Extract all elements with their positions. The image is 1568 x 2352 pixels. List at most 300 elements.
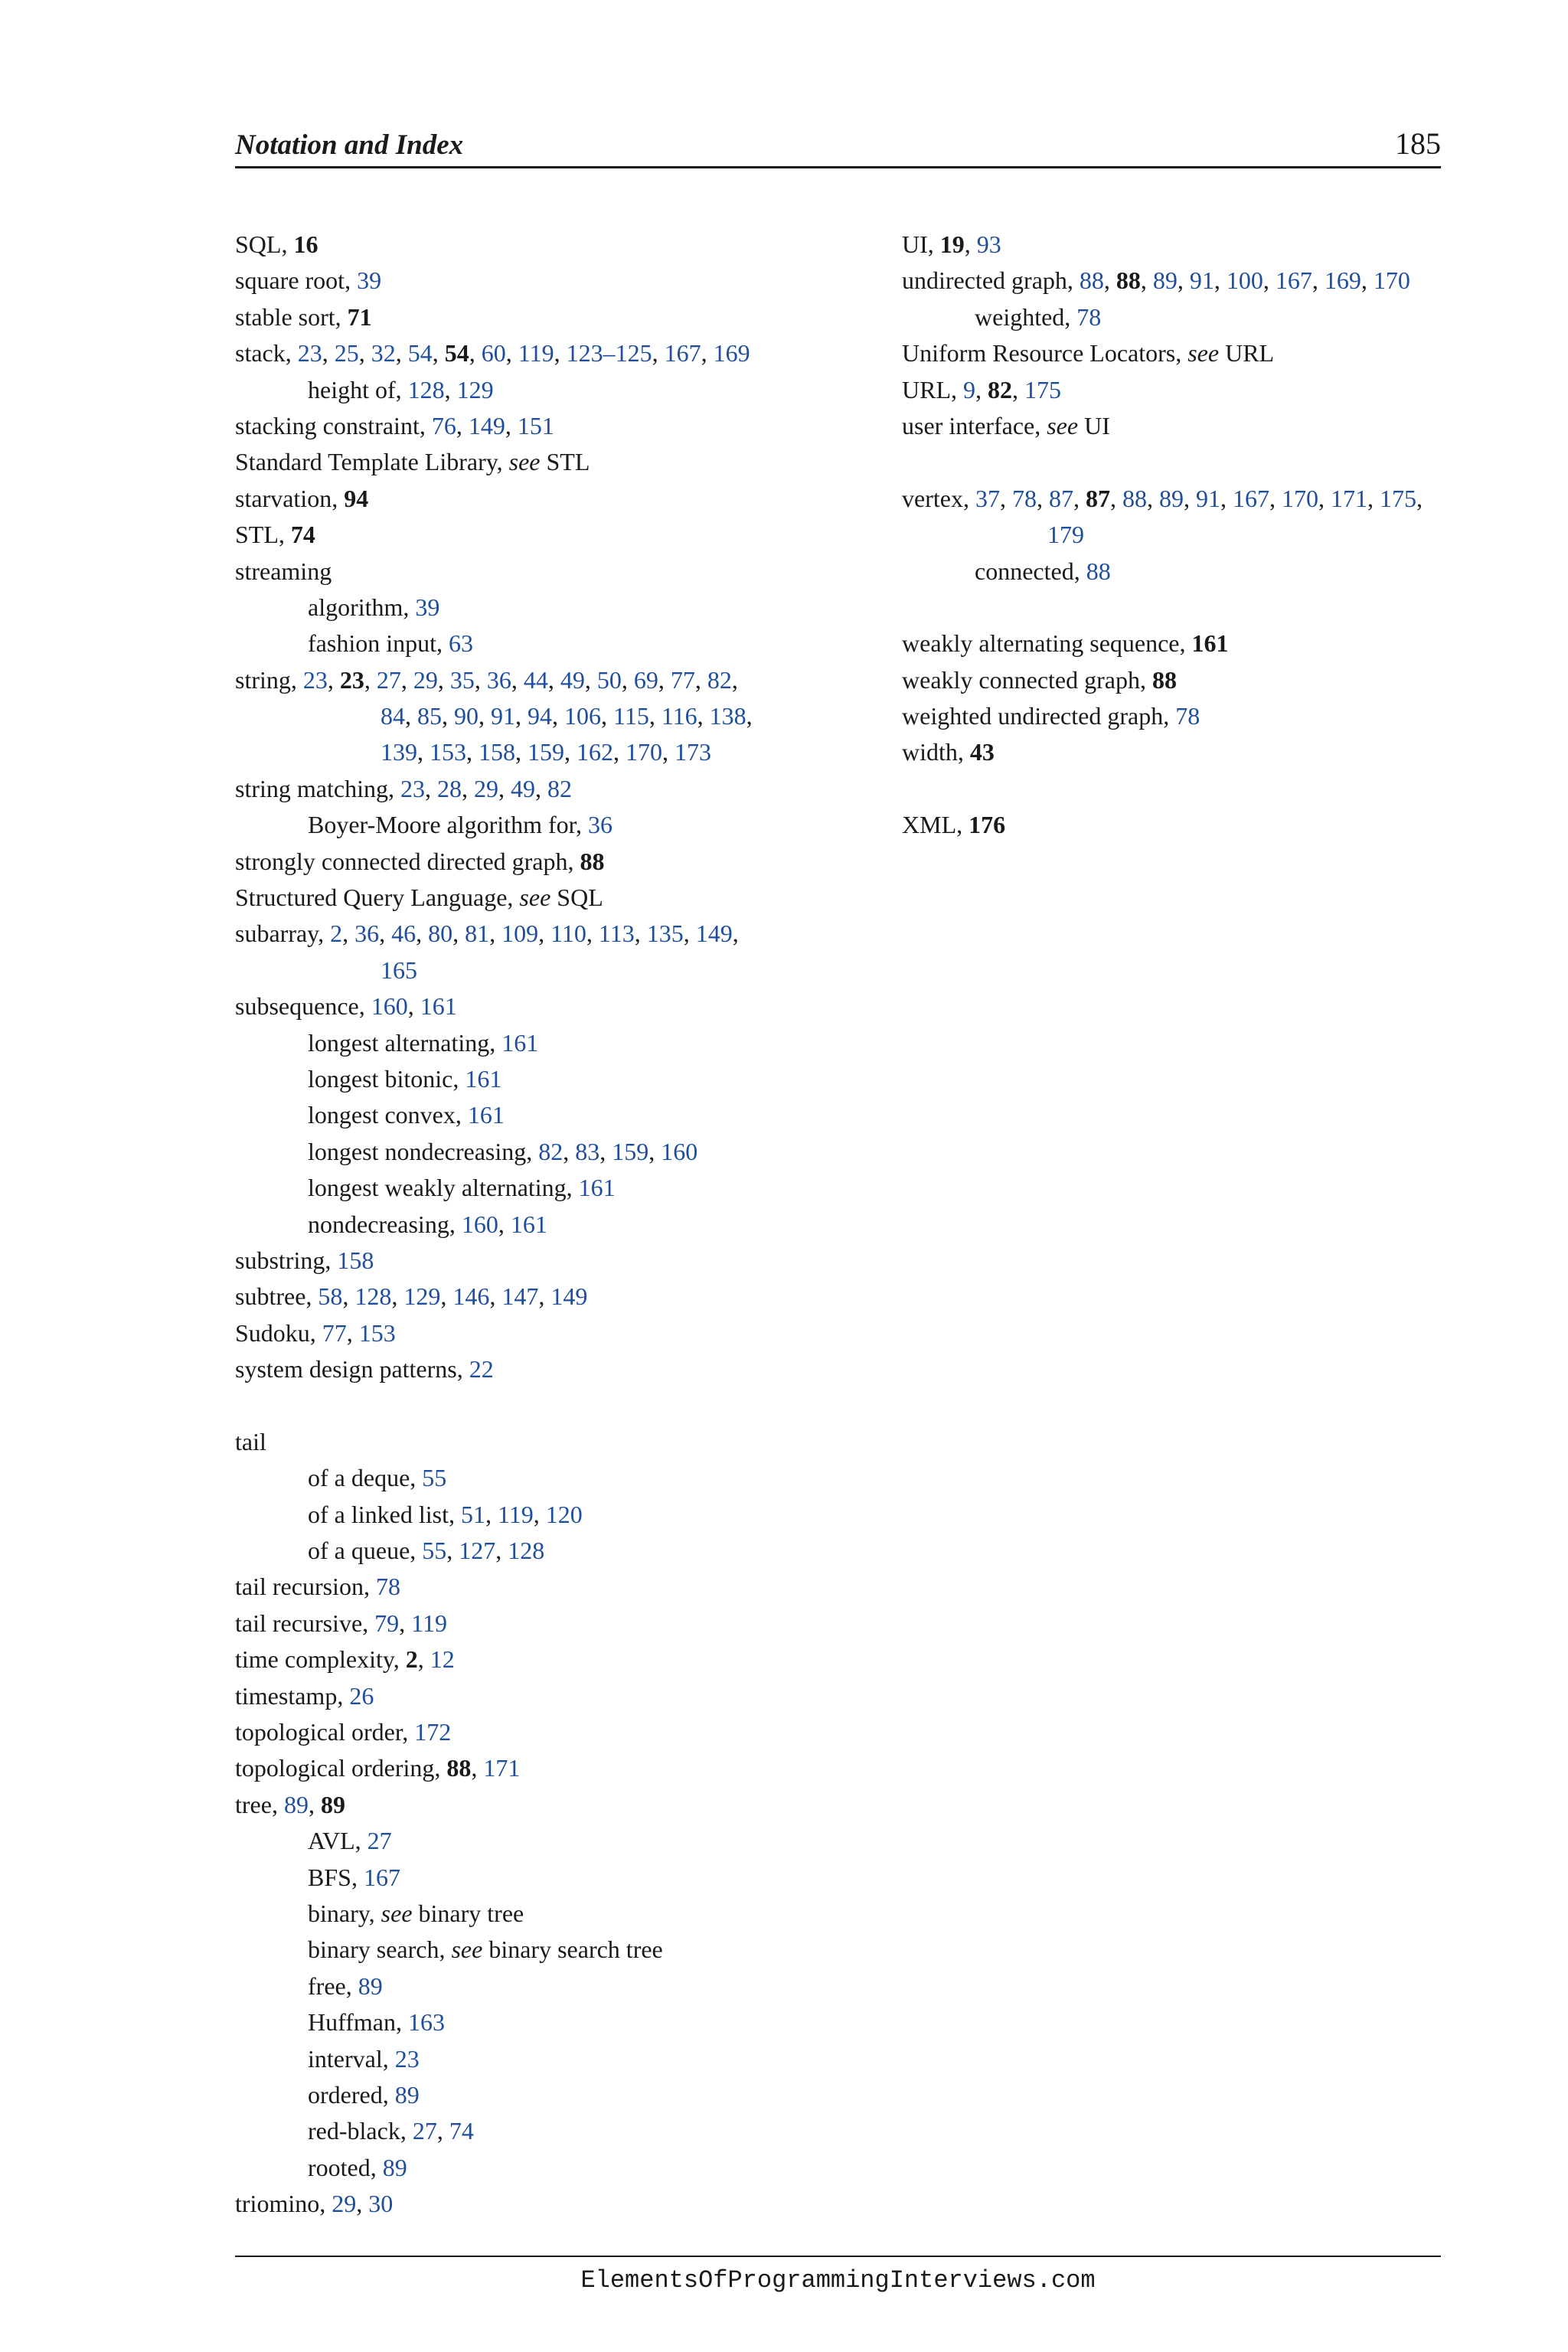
entry-text: , [495, 1537, 508, 1565]
page-reference-link[interactable]: 23 [302, 665, 328, 694]
page-reference-link[interactable]: 167 [664, 339, 701, 368]
page-reference-link[interactable]: 88 [1086, 557, 1111, 585]
page-reference-link[interactable]: 69 [633, 665, 658, 694]
index-subentry [235, 2041, 802, 2077]
page-reference-link[interactable]: 49 [510, 774, 535, 802]
definition-page-number: 176 [969, 811, 1006, 839]
page-reference-link[interactable]: 55 [422, 1464, 447, 1492]
page-reference-link[interactable]: 139 [381, 738, 417, 766]
entry-text: stack, [235, 339, 298, 368]
entry-text: , [1214, 266, 1227, 295]
see-reference: see [519, 884, 551, 912]
entry-text: , [1146, 484, 1159, 512]
entry-text: tail recursion, [235, 1573, 376, 1601]
page-reference-link[interactable]: 74 [449, 2117, 474, 2145]
page-reference-link[interactable]: 12 [430, 1645, 455, 1674]
page-reference-link[interactable]: 123–125 [566, 339, 652, 368]
page-reference-link[interactable]: 91 [1189, 266, 1214, 295]
page-reference-link[interactable]: 93 [976, 230, 1001, 258]
entry-text: UI [1078, 411, 1110, 439]
page-reference-link[interactable]: 30 [368, 2190, 394, 2218]
entry-text: STL [540, 448, 590, 476]
entry-text: time complexity, [235, 1645, 406, 1674]
page-reference-link[interactable]: 27 [412, 2117, 437, 2145]
index-entry [235, 1279, 802, 1315]
page-reference-link[interactable]: 85 [417, 702, 442, 730]
page-reference-link[interactable]: 84 [381, 702, 405, 730]
page-reference-link[interactable]: 165 [381, 956, 417, 984]
index-subentry [235, 1097, 802, 1133]
entry-text: , [1312, 266, 1325, 295]
entry-text: ordered, [308, 2080, 395, 2109]
page-reference-link[interactable]: 78 [1011, 484, 1037, 512]
entry-text: , [1183, 484, 1196, 512]
definition-page-number: 43 [969, 738, 995, 766]
entry-text: , [652, 339, 665, 368]
page-reference-link[interactable]: 119 [518, 339, 554, 368]
page-reference-link[interactable]: 83 [575, 1137, 600, 1165]
entry-text: binary tree [412, 1899, 524, 1927]
page-reference-link[interactable]: 127 [459, 1537, 496, 1565]
page-reference-link[interactable]: 135 [646, 920, 684, 948]
page-reference-link[interactable]: 128 [354, 1282, 392, 1311]
page-reference-link[interactable]: 161 [578, 1174, 616, 1202]
index-entry [235, 1606, 802, 1642]
entry-text: string matching, [235, 774, 400, 802]
index-entry [235, 1678, 802, 1714]
page-reference-link[interactable]: 160 [461, 1210, 498, 1238]
page-reference-link[interactable]: 160 [371, 992, 408, 1021]
page-reference-link[interactable]: 116 [661, 702, 697, 730]
entry-text: user interface, [902, 411, 1047, 439]
page-reference-link[interactable]: 77 [322, 1318, 347, 1347]
page-reference-link[interactable]: 170 [626, 738, 662, 766]
entry-text: , [731, 665, 738, 694]
page-reference-link[interactable]: 169 [1324, 266, 1361, 295]
index-subentry [235, 2004, 802, 2040]
entry-text: , [452, 920, 466, 948]
page-reference-link[interactable]: 172 [414, 1718, 452, 1746]
index-entry [902, 807, 1453, 843]
entry-text: red-black, [308, 2117, 413, 2145]
entry-text: , [662, 738, 675, 766]
entry-text: , [417, 738, 430, 766]
page-reference-link[interactable]: 106 [564, 702, 601, 730]
entry-text: tail recursive, [235, 1609, 375, 1637]
entry-text: , [437, 665, 450, 694]
entry-text: substring, [235, 1246, 338, 1274]
page-reference-link[interactable]: 23 [394, 2044, 420, 2073]
index-letter-gap [902, 444, 1453, 480]
entry-text: , [342, 1282, 355, 1311]
index-letter-gap [235, 1388, 802, 1424]
page-reference-link[interactable]: 36 [486, 665, 511, 694]
page-reference-link[interactable]: 94 [528, 702, 552, 730]
entry-text: , [446, 1537, 459, 1565]
index-entry [235, 1750, 802, 1786]
entry-text: string, [235, 665, 303, 694]
page-reference-link[interactable]: 128 [407, 375, 445, 403]
page-reference-link[interactable]: 82 [707, 665, 732, 694]
page-reference-link[interactable]: 44 [523, 665, 548, 694]
page-reference-link[interactable]: 79 [374, 1609, 400, 1637]
page-reference-link[interactable]: 89 [1158, 484, 1184, 512]
page-reference-link[interactable]: 167 [1232, 484, 1269, 512]
page-reference-link[interactable]: 163 [407, 2008, 445, 2037]
entry-text: , [391, 1282, 404, 1311]
entry-text: URL, [902, 375, 963, 403]
page-reference-link[interactable]: 81 [465, 920, 490, 948]
definition-page-number: 23 [339, 665, 364, 694]
page-reference-link[interactable]: 120 [545, 1500, 583, 1528]
page-reference-link[interactable]: 167 [1275, 266, 1312, 295]
page-reference-link[interactable]: 51 [460, 1500, 485, 1528]
page-reference-link[interactable]: 25 [334, 339, 359, 368]
index-entry [235, 1243, 802, 1279]
index-entry [902, 372, 1453, 408]
index-subentry [235, 1932, 802, 1968]
see-reference: see [381, 1899, 413, 1927]
page-reference-link[interactable]: 161 [467, 1101, 505, 1129]
entry-text: , [416, 920, 429, 948]
entry-text: , [538, 1282, 551, 1311]
page-reference-link[interactable]: 27 [376, 665, 401, 694]
page-reference-link[interactable]: 100 [1226, 266, 1263, 295]
page-reference-link[interactable]: 149 [468, 411, 505, 439]
page-reference-link[interactable]: 82 [538, 1137, 564, 1165]
page-reference-link[interactable]: 115 [613, 702, 649, 730]
entry-text: free, [308, 1971, 358, 2000]
page-reference-link[interactable]: 78 [1175, 702, 1200, 730]
page-reference-link[interactable]: 29 [473, 774, 498, 802]
entry-text: stable sort, [235, 302, 348, 331]
entry-text: of a deque, [308, 1464, 423, 1492]
index-entry [235, 1642, 802, 1677]
page-reference-link[interactable]: 151 [517, 411, 554, 439]
entry-text: , [379, 920, 392, 948]
index-subentry [902, 554, 1453, 590]
page-reference-link[interactable]: 110 [550, 920, 586, 948]
index-continuation [235, 698, 802, 734]
page-reference-link[interactable]: 160 [661, 1137, 698, 1165]
entry-text: , [634, 920, 647, 948]
page-reference-link[interactable]: 175 [1379, 484, 1416, 512]
entry-text: , [694, 665, 707, 694]
index-entry [235, 1351, 802, 1387]
page-reference-link[interactable]: 159 [612, 1137, 649, 1165]
entry-text: , [534, 774, 547, 802]
entry-text: , [405, 702, 417, 730]
definition-page-number: 74 [290, 521, 315, 549]
index-entry [902, 263, 1453, 299]
page-reference-link[interactable]: 170 [1281, 484, 1318, 512]
page-reference-link[interactable]: 119 [497, 1500, 534, 1528]
entry-text: binary search, [308, 1936, 452, 1964]
index-subentry [235, 1170, 802, 1206]
entry-text: , [648, 1137, 662, 1165]
page-reference-link[interactable]: 80 [428, 920, 453, 948]
index-entry [235, 2186, 802, 2222]
index-entry [235, 263, 802, 299]
entry-text: , [515, 738, 528, 766]
page-reference-link[interactable]: 162 [577, 738, 613, 766]
page-reference-link[interactable]: 89 [283, 1790, 309, 1818]
entry-text: , [489, 1282, 502, 1311]
page-reference-link[interactable]: 50 [596, 665, 622, 694]
definition-page-number: 19 [939, 230, 965, 258]
page-reference-link[interactable]: 158 [337, 1246, 374, 1274]
page-reference-link[interactable]: 153 [358, 1318, 396, 1347]
entry-text: , [356, 2190, 369, 2218]
page-reference-link[interactable]: 29 [413, 665, 438, 694]
entry-text: tail [235, 1427, 266, 1455]
index-letter-gap [902, 771, 1453, 807]
entry-text: AVL, [308, 1827, 368, 1855]
entry-text: , [563, 1137, 576, 1165]
definition-page-number: 2 [405, 1645, 418, 1674]
page-reference-link[interactable]: 49 [560, 665, 585, 694]
entry-text: , [515, 702, 528, 730]
page-reference-link[interactable]: 35 [449, 665, 475, 694]
entry-text: , [364, 665, 377, 694]
page-reference-link[interactable]: 36 [354, 920, 380, 948]
index-subentry [235, 2113, 802, 2149]
entry-text: , [1318, 484, 1331, 512]
entry-text: , [466, 738, 479, 766]
definition-page-number: 54 [444, 339, 469, 368]
entry-text: algorithm, [308, 593, 416, 621]
entry-text: , [444, 375, 457, 403]
entry-text: weighted, [975, 302, 1077, 331]
entry-text: , [489, 920, 502, 948]
index-subentry [235, 372, 802, 408]
entry-text: , [601, 702, 613, 730]
page-reference-link[interactable]: 91 [491, 702, 515, 730]
entry-text: square root, [235, 266, 358, 295]
index-entry [235, 1569, 802, 1605]
entry-text: UI, [902, 230, 940, 258]
page-reference-link[interactable]: 158 [479, 738, 515, 766]
entry-text: longest alternating, [308, 1028, 502, 1057]
index-entry [902, 227, 1453, 263]
entry-text: , [479, 702, 491, 730]
page-reference-link[interactable]: 89 [382, 2153, 407, 2181]
index-entry [235, 662, 802, 698]
entry-text: , [964, 230, 977, 258]
entry-text: , [407, 992, 420, 1021]
footer-rule [235, 2256, 1441, 2257]
definition-page-number: 87 [1085, 484, 1110, 512]
index-subentry [235, 1061, 802, 1097]
page-reference-link[interactable]: 36 [587, 811, 612, 839]
page-reference-link[interactable]: 77 [670, 665, 695, 694]
index-subentry [235, 1860, 802, 1896]
page-reference-link[interactable]: 39 [357, 266, 382, 295]
see-reference: see [451, 1936, 483, 1964]
page-reference-link[interactable]: 113 [598, 920, 635, 948]
index-entry [235, 1787, 802, 1823]
page-reference-link[interactable]: 161 [420, 992, 457, 1021]
index-entry [235, 988, 802, 1024]
page-reference-link[interactable]: 58 [318, 1282, 343, 1311]
page-reference-link[interactable]: 89 [394, 2080, 420, 2109]
page-reference-link[interactable]: 2 [330, 920, 343, 948]
page-reference-link[interactable]: 149 [695, 920, 733, 948]
page-header [235, 126, 1441, 168]
entry-text: , [538, 920, 551, 948]
page-reference-link[interactable]: 55 [422, 1537, 447, 1565]
index-subentry [235, 1823, 802, 1859]
entry-text: undirected graph, [902, 266, 1080, 295]
index-continuation [235, 734, 802, 770]
entry-text: , [975, 375, 988, 403]
page-reference-link[interactable]: 76 [431, 411, 456, 439]
page-reference-link[interactable]: 37 [975, 484, 1000, 512]
entry-text: , [511, 665, 524, 694]
page-reference-link[interactable]: 88 [1079, 266, 1104, 295]
page-reference-link[interactable]: 60 [481, 339, 506, 368]
entry-text: XML, [902, 811, 969, 839]
page-reference-link[interactable]: 159 [528, 738, 564, 766]
page-reference-link[interactable]: 169 [713, 339, 750, 368]
page-reference-link[interactable]: 171 [1330, 484, 1367, 512]
index-entry [902, 626, 1453, 662]
page-reference-link[interactable]: 54 [407, 339, 433, 368]
index-subentry [902, 299, 1453, 335]
index-entry [235, 481, 802, 517]
entry-text: , [1103, 266, 1116, 295]
index-subentry [235, 807, 802, 843]
see-reference: see [1187, 339, 1220, 368]
page-reference-link[interactable]: 82 [547, 774, 572, 802]
entry-text: subsequence, [235, 992, 371, 1021]
entry-text: , [471, 1754, 484, 1782]
entry-text: , [417, 1645, 430, 1674]
entry-text: interval, [308, 2044, 395, 2073]
page-reference-link[interactable]: 22 [469, 1355, 494, 1383]
page-reference-link[interactable]: 146 [452, 1282, 490, 1311]
entry-text: , [1367, 484, 1380, 512]
index-subentry [235, 2077, 802, 2113]
index-subentry [235, 1134, 802, 1170]
index-entry [902, 335, 1453, 371]
index-entry [902, 408, 1453, 444]
index-subentry [235, 1968, 802, 2004]
page-reference-link[interactable]: 109 [501, 920, 539, 948]
entry-text: , [308, 1790, 321, 1818]
index-entry [902, 481, 1453, 517]
page-reference-link[interactable]: 179 [1047, 521, 1084, 549]
page-reference-link[interactable]: 147 [501, 1282, 539, 1311]
index-entry [235, 1424, 802, 1460]
page-reference-link[interactable]: 39 [415, 593, 440, 621]
page-reference-link[interactable]: 128 [508, 1537, 545, 1565]
page-reference-link[interactable]: 78 [375, 1573, 400, 1601]
entry-text: , [683, 920, 696, 948]
entry-text: SQL [550, 884, 603, 912]
page-reference-link[interactable]: 161 [501, 1028, 539, 1057]
entry-text: , [498, 1210, 511, 1238]
page-reference-link[interactable]: 161 [510, 1210, 547, 1238]
index-entry [235, 554, 802, 590]
definition-page-number: 94 [344, 484, 369, 512]
page-reference-link[interactable]: 170 [1373, 266, 1410, 295]
definition-page-number: 89 [320, 1790, 345, 1818]
entry-text: , [498, 774, 511, 802]
page-reference-link[interactable]: 119 [411, 1609, 447, 1637]
page-reference-link[interactable]: 46 [391, 920, 416, 948]
page-reference-link[interactable]: 175 [1024, 375, 1061, 403]
page-reference-link[interactable]: 29 [332, 2190, 357, 2218]
page-reference-link[interactable]: 90 [454, 702, 479, 730]
page-reference-link[interactable]: 26 [349, 1681, 374, 1710]
entry-text: height of, [308, 375, 408, 403]
page-reference-link[interactable]: 89 [1152, 266, 1178, 295]
index-entry [235, 408, 802, 444]
page-reference-link[interactable]: 89 [358, 1971, 383, 2000]
index-subentry [235, 2150, 802, 2186]
index-entry [235, 880, 802, 916]
entry-text: URL [1219, 339, 1275, 368]
definition-page-number: 88 [446, 1754, 472, 1782]
index-subentry [235, 1207, 802, 1243]
page-reference-link[interactable]: 129 [456, 375, 494, 403]
entry-text: , [395, 339, 408, 368]
page-reference-link[interactable]: 138 [709, 702, 746, 730]
entry-text: , [554, 339, 567, 368]
index-entry [235, 335, 802, 371]
entry-text: , [399, 1609, 412, 1637]
entry-text: STL, [235, 521, 291, 549]
entry-text: Standard Template Library, [235, 448, 509, 476]
page-reference-link[interactable]: 28 [436, 774, 462, 802]
definition-page-number: 161 [1191, 629, 1229, 658]
page-reference-link[interactable]: 32 [371, 339, 396, 368]
entry-text: stacking constraint, [235, 411, 432, 439]
page-reference-link[interactable]: 78 [1076, 302, 1102, 331]
entry-text: , [1109, 484, 1122, 512]
page-reference-link[interactable]: 161 [465, 1064, 502, 1093]
page-reference-link[interactable]: 171 [483, 1754, 521, 1782]
entry-text: , [746, 702, 753, 730]
page-reference-link[interactable]: 27 [367, 1827, 392, 1855]
entry-text: , [599, 1137, 612, 1165]
page-reference-link[interactable]: 167 [363, 1863, 400, 1891]
see-reference: see [1047, 411, 1079, 439]
entry-text: longest bitonic, [308, 1064, 466, 1093]
entry-text: , [358, 339, 371, 368]
index-entry [235, 299, 802, 335]
index-continuation [902, 517, 1453, 553]
page-reference-link[interactable]: 23 [400, 774, 425, 802]
page-reference-link[interactable]: 87 [1048, 484, 1073, 512]
page-reference-link[interactable]: 9 [963, 375, 975, 403]
page-reference-link[interactable]: 153 [430, 738, 466, 766]
page-reference-link[interactable]: 91 [1195, 484, 1220, 512]
see-reference: see [508, 448, 541, 476]
entry-text: subarray, [235, 920, 331, 948]
page-reference-link[interactable]: 63 [448, 629, 473, 658]
page-reference-link[interactable]: 149 [550, 1282, 588, 1311]
index-entry [902, 698, 1453, 734]
page-reference-link[interactable]: 23 [297, 339, 322, 368]
index-subentry [235, 1497, 802, 1533]
index-entry [235, 771, 802, 807]
definition-page-number: 71 [347, 302, 372, 331]
page-reference-link[interactable]: 129 [403, 1282, 441, 1311]
page-reference-link[interactable]: 173 [675, 738, 711, 766]
page-reference-link[interactable]: 88 [1122, 484, 1147, 512]
